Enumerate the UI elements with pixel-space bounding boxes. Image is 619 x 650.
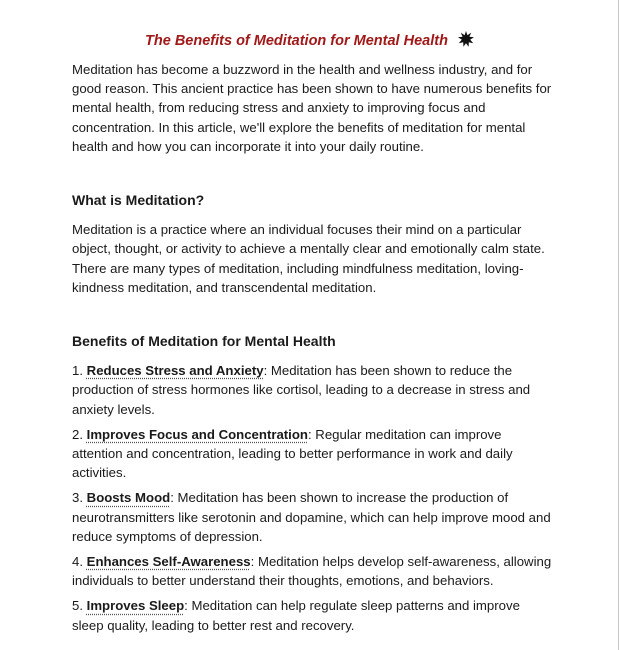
benefit-item-4 bbox=[72, 552, 552, 590]
benefit-term: Reduces Stress and Anxiety bbox=[86, 363, 264, 379]
section-heading-what-is-meditation: What is Meditation? bbox=[72, 192, 205, 209]
benefit-number: 2. bbox=[72, 426, 87, 442]
benefit-text: : Meditation has been shown to reduce the production of stress hormones like cortisol, leading to a decrease in stress and anxiety levels. bbox=[72, 363, 531, 417]
benefit-term: Improves Focus and Concentration bbox=[86, 426, 308, 442]
section-heading-benefits: Benefits of Meditation for Mental Health bbox=[72, 333, 336, 350]
benefit-number: 4. bbox=[72, 554, 87, 570]
benefit-text: : Meditation helps develop self-awareness, allowing individuals to better understand their thoughts, emotions, and behaviors. bbox=[72, 554, 552, 589]
benefit-item-5 bbox=[72, 596, 552, 634]
benefit-text: : Meditation has been shown to increase the production of neurotransmitters like serotonin and dopamine, which can help improve mood and reduce symptoms of depression. bbox=[72, 490, 551, 544]
benefit-item-1 bbox=[72, 361, 552, 419]
benefit-text: : Meditation can help regulate sleep patterns and improve sleep quality, leading to better rest and recovery. bbox=[72, 598, 520, 633]
intro-paragraph: Meditation has become a buzzword in the health and wellness industry, and for good reason. This ancient practice has been shown to have numerous benefits for mental health, from reducing stress and anxiety to improving focus and concentration. In this article, we'll explore the benefits of meditation for mental health and how you can incorporate it into your daily routine. bbox=[72, 62, 552, 154]
document-title: The Benefits of Meditation for Mental Health bbox=[145, 33, 448, 49]
document-body bbox=[72, 60, 552, 635]
benefit-number: 1. bbox=[72, 363, 87, 379]
benefit-item-2 bbox=[72, 425, 552, 483]
benefit-term: Boosts Mood bbox=[86, 490, 171, 506]
title-row bbox=[0, 31, 619, 51]
starburst-icon bbox=[458, 31, 474, 47]
benefit-term: Improves Sleep bbox=[86, 598, 185, 614]
what-is-meditation-paragraph: Meditation is a practice where an individual focuses their mind on a particular object, thought, or activity to achieve a mentally clear and emotionally calm state. There are many types of meditation, including mindfulness meditation, loving-kindness meditation, and transcendental meditation. bbox=[72, 222, 545, 295]
benefit-term: Enhances Self-Awareness bbox=[86, 554, 251, 570]
benefit-number: 3. bbox=[72, 490, 87, 506]
benefit-number: 5. bbox=[72, 598, 87, 614]
benefit-item-3 bbox=[72, 488, 552, 546]
benefit-text: : Regular meditation can improve attention and concentration, leading to better performance in work and daily activities. bbox=[72, 426, 513, 481]
